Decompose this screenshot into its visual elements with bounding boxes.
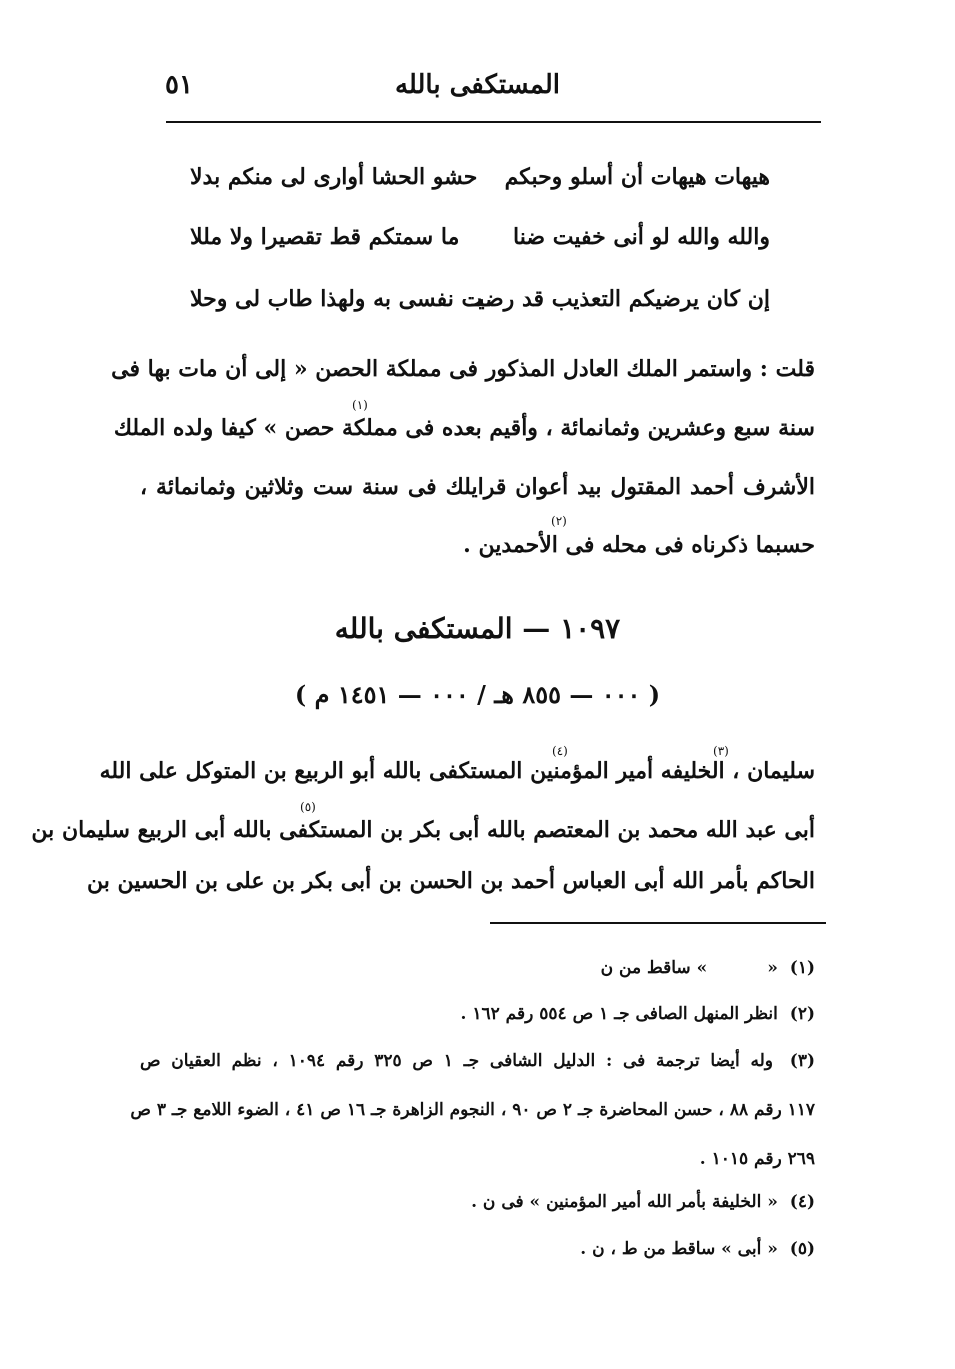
footnote-marker: (٤) (552, 744, 568, 758)
footnote-text: « الخليفة بأمر الله أمير المؤمنين » فى ن . (471, 1192, 778, 1212)
poem-verse (190, 224, 770, 264)
verse-first-hemistich: والله والله لو أنى خفيت ضنا (513, 224, 770, 250)
footnote-rule (490, 922, 826, 924)
footnote-number: (٣) (789, 1051, 816, 1071)
paragraph-line: أبى عبد الله محمد بن المعتصم بالله أبى بكر بن المستكفى بالله أبى الربيع سليمان بن (31, 817, 815, 843)
paragraph-line (113, 415, 815, 441)
verse-second-hemistich: ما سمتكم قط تقصيرا ولا مللا (190, 224, 460, 250)
footnote-number: (٥) (789, 1239, 815, 1259)
footnote (140, 958, 815, 978)
line-text: سنة سبع وعشرين وثمانمائة ، وأقيم بعده فى مملكة حصن » كيفا ولده الملك (113, 415, 815, 441)
page-number: ٥١ (165, 70, 193, 100)
verse-second-hemistich: ـت نفسى به ولهذا طاب لى وحلا (190, 286, 490, 312)
footnote (140, 1239, 815, 1259)
paragraph-line: قلت : واستمر الملك العادل المذكور فى مملكة الحصن « إلى أن مات بها فى (111, 356, 815, 382)
footnote-marker: (٣) (713, 744, 729, 758)
entry-dates: ( ٠٠٠ — ٨٥٥ هـ / ٠٠٠ — ١٤٥١ م ) (294, 680, 661, 709)
footnote-marker: (١) (352, 398, 368, 412)
paragraph-line: حسبما ذكرناه فى محله فى الأحمدين . (463, 532, 815, 558)
footnote-text: « أبى » ساقط من ط ، ن . (580, 1239, 778, 1259)
entry-title: ١٠٩٧ — المستكفى بالله (334, 612, 621, 645)
running-title: المستكفى بالله (394, 70, 561, 100)
paragraph-line: الحاكم بأمر الله أبى العباس أحمد بن الحسن بن أبى بكر بن على بن الحسين بن (86, 868, 815, 894)
footnote-continuation: ٢٦٩ رقم ١٠١٥ . (699, 1149, 815, 1169)
footnote (140, 1004, 815, 1024)
footnote-text: « (767, 958, 778, 978)
footnote (140, 1192, 815, 1212)
paragraph-line: الأشرف أحمد المقتول بيد أعوان قرايلك فى سنة ست وثلاثين وثمانمائة ، (140, 474, 816, 500)
poem-verse (190, 286, 770, 326)
paragraph-line: سليمان ، الخليفه أمير المؤمنين المستكفى بالله أبو الربيع بن المتوكل على الله (99, 758, 815, 784)
verse-first-hemistich: إن كان يرضيكم التعذيب قد رضيـ (471, 286, 770, 312)
poem-verse (190, 164, 770, 204)
verse-second-hemistich: حشو الحشا أوارى لى منكم بدلا (190, 164, 478, 190)
footnote-text: وله أيضا ترجمة فى : الدليل الشافى جـ ١ ص ٣٢٥ رقم ١٠٩٤ ، نظم العقيان ص (140, 1051, 774, 1071)
header-rule (166, 121, 821, 123)
footnote (140, 1051, 815, 1071)
footnote-number: (٤) (789, 1192, 815, 1212)
footnote-continuation: ١١٧ رقم ٨٨ ، حسن المحاضرة جـ ٢ ص ٩٠ ، النجوم الزاهرة جـ ١٦ ص ٤١ ، الضوء اللامع جـ ٣ ص (130, 1100, 815, 1120)
verse-first-hemistich: هيهات هيهات أن أسلو وحبكم (504, 164, 770, 190)
footnote-number: (٢) (789, 1004, 815, 1024)
footnote-number: (١) (789, 958, 815, 978)
footnote-marker: (٥) (300, 800, 316, 814)
footnote-text: » ساقط من ن (600, 958, 708, 978)
footnote-text: انظر المنهل الصافى جـ ١ ص ٥٥٤ رقم ١٦٢ . (460, 1004, 778, 1024)
footnote-marker: (٢) (551, 514, 567, 528)
